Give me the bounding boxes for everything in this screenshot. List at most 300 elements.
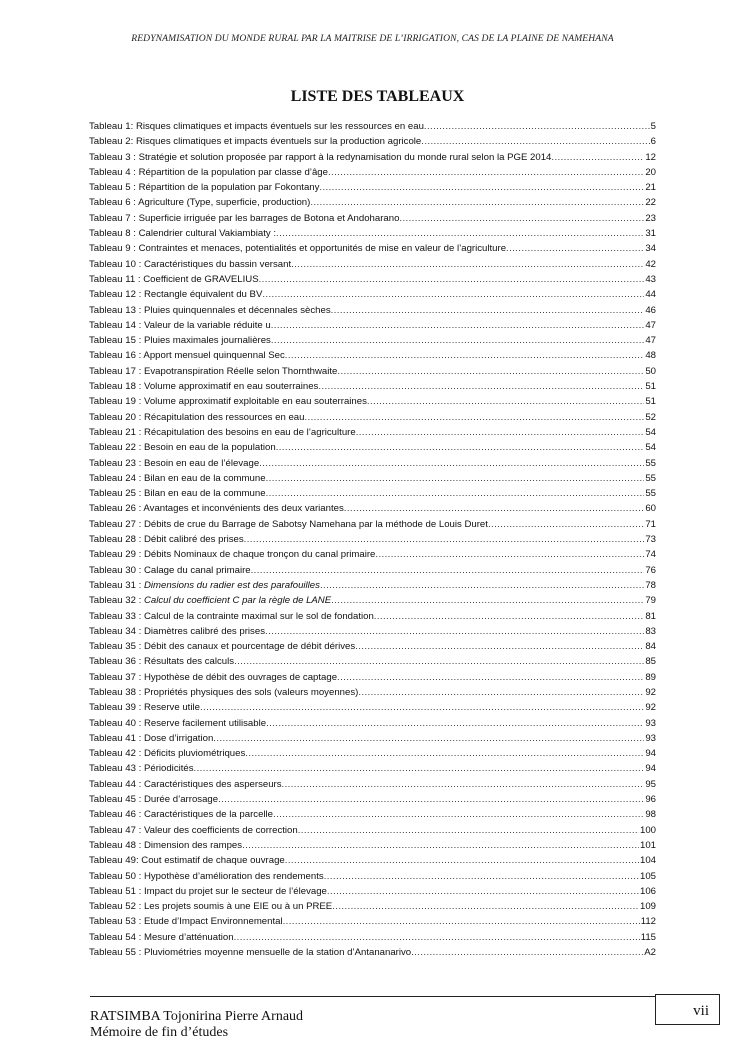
toc-entry-text: Besoin en eau de la population	[143, 442, 276, 454]
toc-entry-label: Tableau 20 :	[89, 411, 142, 423]
toc-entry-text: Etude d’Impact Environnemental	[143, 916, 283, 928]
dot-leader	[318, 379, 644, 394]
toc-entry-text: Risques climatiques et impacts éventuels sur les ressources en eau	[135, 121, 424, 132]
dot-leader	[488, 517, 644, 532]
dot-leader	[273, 807, 644, 822]
toc-entry-page: 60	[645, 503, 656, 515]
toc-entry[interactable]	[89, 195, 656, 210]
running-header: REDYNAMISATION DU MONDE RURAL PAR LA MAITRISE DE L’IRRIGATION, CAS DE LA PLAINE DE NAMEHANA	[131, 33, 614, 44]
toc-entry-page: 5	[650, 121, 656, 132]
toc-entry-page: 100	[639, 824, 656, 836]
toc-entry-title	[89, 134, 421, 149]
toc-entry-title	[89, 609, 374, 624]
dot-leader	[337, 670, 644, 685]
toc-entry-label: Tableau 26 :	[89, 503, 142, 515]
toc-entry-text: Dimensions du radier est des parafouilles	[143, 579, 320, 591]
toc-entry[interactable]	[89, 333, 656, 348]
toc-entry-title	[89, 563, 251, 578]
toc-entry-label: Tableau 19 :	[89, 396, 142, 408]
toc-entry-text: Calcul du coefficient C par la règle de LANE	[143, 595, 332, 607]
toc-entry[interactable]	[89, 303, 656, 318]
toc-entry-label: Tableau 15 :	[89, 335, 142, 347]
toc-entry-title	[89, 792, 218, 807]
toc-entry-title	[89, 853, 285, 868]
toc-entry-title	[89, 578, 320, 593]
toc-entry-page: 92	[645, 702, 656, 714]
dot-leader	[244, 532, 645, 547]
toc-entry[interactable]	[89, 318, 656, 333]
toc-entry-title	[89, 670, 337, 685]
toc-entry-label: Tableau 9 :	[89, 243, 136, 255]
toc-entry[interactable]	[89, 807, 656, 822]
toc-entry[interactable]	[89, 914, 656, 929]
toc-entry-text: Calendrier cultural Vakiambiaty :	[138, 228, 276, 240]
toc-entry-title	[89, 624, 265, 639]
toc-entry-page: 51	[645, 381, 656, 393]
toc-entry-label: Tableau 33 :	[89, 610, 142, 622]
dot-leader	[320, 578, 644, 593]
toc-entry-text: Valeur de la variable réduite u	[143, 319, 271, 331]
dot-leader	[234, 654, 644, 669]
toc-entry-page: 47	[645, 319, 656, 331]
toc-entry-label: Tableau 3 :	[89, 151, 136, 163]
toc-entry-title	[89, 257, 291, 272]
toc-entry-text: Besoin en eau de l’élevage	[143, 457, 260, 469]
toc-entry-label: Tableau 47 :	[89, 824, 142, 836]
toc-entry-page: 12	[645, 151, 656, 163]
toc-entry[interactable]	[89, 624, 656, 639]
toc-entry-label: Tableau 54 :	[89, 931, 142, 943]
toc-entry-label: Tableau 29 :	[89, 549, 142, 561]
toc-entry[interactable]	[89, 471, 656, 486]
toc-entry[interactable]	[89, 410, 656, 425]
toc-entry-page: 106	[639, 885, 656, 897]
toc-entry-page: 78	[645, 579, 656, 591]
toc-entry-text: Volume approximatif en eau souterraines	[143, 381, 319, 393]
toc-entry-page: 104	[639, 855, 656, 867]
toc-entry-label: Tableau 10 :	[89, 258, 142, 270]
dot-leader	[399, 211, 644, 226]
dot-leader	[266, 716, 644, 731]
toc-entry-text: Diamètres calibré des prises	[143, 625, 265, 637]
toc-entry-title	[89, 272, 259, 287]
toc-entry-title	[89, 930, 234, 945]
toc-entry-title	[89, 226, 276, 241]
dot-leader	[358, 685, 644, 700]
toc-entry-label: Tableau 2:	[89, 136, 134, 148]
toc-entry[interactable]	[89, 486, 656, 501]
toc-entry[interactable]	[89, 593, 656, 608]
toc-entry-text: Calcul de la contrainte maximal sur le sol de fondation	[143, 610, 374, 622]
dot-leader	[251, 563, 645, 578]
toc-entry-title	[89, 746, 245, 761]
dot-leader	[262, 287, 644, 302]
toc-entry[interactable]	[89, 716, 656, 731]
toc-entry[interactable]	[89, 425, 656, 440]
toc-entry[interactable]	[89, 853, 656, 868]
dot-leader	[245, 746, 644, 761]
toc-entry-label: Tableau 28 :	[89, 534, 142, 546]
page-number: vii	[693, 1003, 709, 1019]
toc-entry-title	[89, 333, 271, 348]
toc-entry[interactable]	[89, 609, 656, 624]
dot-leader	[218, 792, 644, 807]
toc-entry-title	[89, 532, 244, 547]
toc-entry-text: Récapitulation des ressources en eau	[143, 411, 305, 423]
toc-entry-label: Tableau 24 :	[89, 472, 142, 484]
toc-entry-title	[89, 456, 259, 471]
toc-entry-label: Tableau 31 :	[89, 579, 142, 591]
toc-entry-page: 55	[645, 472, 656, 484]
toc-entry-page: 112	[640, 916, 656, 928]
toc-entry-page: 51	[645, 396, 656, 408]
toc-entry-title	[89, 777, 282, 792]
toc-entry-label: Tableau 23 :	[89, 457, 142, 469]
dot-leader	[266, 471, 645, 486]
toc-entry-label: Tableau 11 :	[89, 273, 141, 285]
toc-entry[interactable]	[89, 440, 656, 455]
toc-entry[interactable]	[89, 731, 656, 746]
toc-entry-label: Tableau 39 :	[89, 702, 142, 714]
toc-entry-label: Tableau 48 :	[89, 839, 142, 851]
toc-entry-label: Tableau 18 :	[89, 381, 142, 393]
toc-entry-label: Tableau 50 :	[89, 870, 142, 882]
toc-entry-page: 74	[645, 549, 656, 561]
toc-entry[interactable]	[89, 379, 656, 394]
toc-entry-text: Débits Nominaux de chaque tronçon du canal primaire	[143, 549, 376, 561]
toc-entry[interactable]	[89, 150, 656, 165]
dot-leader	[356, 425, 645, 440]
toc-entry-label: Tableau 46 :	[89, 809, 142, 821]
toc-entry-label: Tableau 4 :	[89, 166, 136, 178]
toc-entry[interactable]	[89, 211, 656, 226]
toc-entry-page: 71	[645, 518, 656, 530]
toc-entry-text: Bilan en eau de la commune	[143, 472, 266, 484]
toc-entry[interactable]	[89, 639, 656, 654]
toc-entry-page: 98	[645, 809, 656, 821]
toc-entry[interactable]	[89, 746, 656, 761]
dot-leader	[375, 547, 644, 562]
toc-entry-text: Agriculture (Type, superficie, production)	[138, 197, 311, 209]
toc-entry[interactable]	[89, 501, 656, 516]
toc-entry[interactable]	[89, 670, 656, 685]
dot-leader	[421, 134, 649, 149]
toc-entry-title	[89, 639, 355, 654]
toc-entry-title	[89, 150, 551, 165]
toc-entry-text: Caractéristiques des asperseurs	[143, 778, 282, 790]
toc-entry-text: Répartition de la population par classe d’âge	[138, 166, 328, 178]
toc-entry[interactable]	[89, 287, 656, 302]
toc-entry-title	[89, 823, 298, 838]
toc-entry-text: Calage du canal primaire	[143, 564, 251, 576]
toc-entry-label: Tableau 36 :	[89, 656, 142, 668]
toc-entry[interactable]	[89, 884, 656, 899]
toc-entry-title	[89, 410, 304, 425]
toc-entry[interactable]	[89, 226, 656, 241]
toc-entry-label: Tableau 40 :	[89, 717, 142, 729]
toc-entry-text: Volume approximatif exploitable en eau souterraines	[143, 396, 367, 408]
toc-entry-page: 21	[645, 182, 656, 194]
toc-entry-page: 20	[645, 166, 656, 178]
toc-entry-title	[89, 180, 319, 195]
toc-entry-text: Coefficient de GRAVELIUS	[143, 273, 259, 285]
toc-entry-page: 22	[645, 197, 656, 209]
toc-entry-title	[89, 287, 262, 302]
toc-entry-title	[89, 685, 358, 700]
table-list	[89, 119, 656, 960]
toc-entry-title	[89, 700, 200, 715]
toc-entry-text: Hypothèse de débit des ouvrages de captage	[143, 671, 338, 683]
toc-entry-label: Tableau 49:	[89, 855, 139, 867]
toc-entry-text: Reserve utile	[143, 702, 200, 714]
toc-entry-text: Dimension des rampes	[143, 839, 243, 851]
dot-leader	[331, 593, 644, 608]
toc-entry-page: 43	[645, 273, 656, 285]
toc-entry-title	[89, 303, 331, 318]
toc-entry-text: Contraintes et menaces, potentialités et opportunités de mise en valeur de l’agriculture	[138, 243, 507, 255]
toc-entry[interactable]	[89, 930, 656, 945]
toc-entry-label: Tableau 25 :	[89, 488, 142, 500]
toc-entry-title	[89, 501, 344, 516]
toc-entry-text: Caractéristiques du bassin versant	[143, 258, 292, 270]
toc-entry-text: Valeur des coefficients de correction	[143, 824, 298, 836]
toc-entry-title	[89, 440, 276, 455]
toc-entry-label: Tableau 45 :	[89, 794, 142, 806]
toc-entry-label: Tableau 32 :	[89, 595, 142, 607]
dot-leader	[282, 777, 645, 792]
toc-entry-title	[89, 394, 367, 409]
toc-entry-label: Tableau 34 :	[89, 625, 142, 637]
toc-entry[interactable]	[89, 456, 656, 471]
toc-entry-text: Périodicités	[143, 763, 194, 775]
toc-entry-label: Tableau 21 :	[89, 426, 142, 438]
toc-entry-title	[89, 807, 273, 822]
dot-leader	[242, 838, 639, 853]
toc-entry-text: Caractéristiques de la parcelle	[143, 809, 274, 821]
toc-entry[interactable]	[89, 517, 656, 532]
toc-entry-label: Tableau 53 :	[89, 916, 142, 928]
toc-entry-label: Tableau 43 :	[89, 763, 142, 775]
toc-entry-label: Tableau 12 :	[89, 289, 142, 301]
toc-entry[interactable]	[89, 823, 656, 838]
toc-entry-text: Bilan en eau de la commune	[143, 488, 266, 500]
toc-entry-label: Tableau 51 :	[89, 885, 142, 897]
toc-entry[interactable]	[89, 532, 656, 547]
toc-entry-label: Tableau 52 :	[89, 901, 142, 913]
toc-entry[interactable]	[89, 945, 656, 960]
toc-entry-title	[89, 884, 327, 899]
dot-leader	[259, 456, 644, 471]
toc-entry[interactable]	[89, 685, 656, 700]
toc-entry-label: Tableau 8 :	[89, 228, 136, 240]
toc-entry-page: 84	[645, 641, 656, 653]
toc-entry-label: Tableau 30 :	[89, 564, 142, 576]
toc-entry-text: Pluviométries moyenne mensuelle de la station d’Antananarivo	[143, 947, 412, 959]
toc-entry-text: Pluies maximales journalières	[143, 335, 271, 347]
toc-entry-title	[89, 486, 266, 501]
dot-leader	[271, 318, 645, 333]
toc-entry-page: 83	[645, 625, 656, 637]
toc-entry-text: Durée d’arrosage	[143, 794, 219, 806]
toc-entry-text: Dose d’irrigation	[143, 732, 214, 744]
toc-entry-title	[89, 838, 242, 853]
dot-leader	[374, 609, 645, 624]
dot-leader	[194, 761, 645, 776]
toc-entry-title	[89, 241, 506, 256]
toc-entry[interactable]	[89, 257, 656, 272]
dot-leader	[337, 364, 644, 379]
toc-entry-label: Tableau 6 :	[89, 197, 136, 209]
dot-leader	[234, 930, 640, 945]
toc-entry[interactable]	[89, 547, 656, 562]
toc-entry-label: Tableau 44 :	[89, 778, 142, 790]
toc-entry-page: 48	[645, 350, 656, 362]
toc-entry-page: 23	[645, 212, 656, 224]
dot-leader	[285, 853, 639, 868]
toc-entry-page: 6	[650, 136, 656, 148]
toc-entry-text: Débits de crue du Barrage de Sabotsy Namehana par la méthode de Louis Duret	[143, 518, 488, 530]
toc-entry-label: Tableau 55 :	[89, 947, 142, 959]
toc-entry-label: Tableau 7 :	[89, 212, 136, 224]
dot-leader	[332, 899, 639, 914]
toc-entry-text: Avantages et inconvénients des deux variantes	[143, 503, 344, 515]
toc-entry-page: 54	[645, 442, 656, 454]
toc-entry-text: Superficie irriguée par les barrages de Botona et Andoharano	[138, 212, 400, 224]
toc-entry-title	[89, 379, 318, 394]
toc-entry[interactable]	[89, 272, 656, 287]
toc-entry[interactable]	[89, 899, 656, 914]
toc-entry[interactable]	[89, 777, 656, 792]
toc-entry[interactable]	[89, 563, 656, 578]
toc-entry[interactable]	[89, 394, 656, 409]
toc-entry[interactable]	[89, 761, 656, 776]
toc-entry-title	[89, 119, 424, 134]
toc-entry[interactable]	[89, 578, 656, 593]
toc-entry-title	[89, 318, 271, 333]
toc-entry-title	[89, 348, 285, 363]
toc-entry-page: 79	[645, 595, 656, 607]
dot-leader	[276, 226, 644, 241]
toc-entry[interactable]	[89, 364, 656, 379]
toc-entry-text: Risques climatiques et impacts éventuels sur la production agricole	[135, 136, 422, 148]
toc-entry-page: 93	[645, 717, 656, 729]
toc-entry-page: 94	[645, 748, 656, 760]
toc-entry-title	[89, 547, 375, 562]
dot-leader	[276, 440, 645, 455]
dot-leader	[551, 150, 644, 165]
toc-entry-label: Tableau 41 :	[89, 732, 142, 744]
toc-entry-text: Répartition de la population par Fokontany	[138, 182, 320, 194]
toc-entry-label: Tableau 38 :	[89, 686, 142, 698]
toc-entry-text: Hypothèse d’amélioration des rendements	[143, 870, 324, 882]
footer-divider	[90, 996, 656, 997]
toc-entry[interactable]	[89, 165, 656, 180]
toc-entry-label: Tableau 42 :	[89, 748, 142, 760]
toc-entry-page: 101	[639, 839, 656, 851]
footer-author: RATSIMBA Tojonirina Pierre Arnaud	[90, 1009, 304, 1024]
toc-entry[interactable]	[89, 241, 656, 256]
dot-leader	[200, 700, 644, 715]
toc-entry-page: 89	[645, 671, 656, 683]
toc-entry-text: Mesure d’atténuation	[143, 931, 234, 943]
toc-entry-page: 55	[645, 457, 656, 469]
dot-leader	[319, 180, 644, 195]
toc-entry[interactable]	[89, 134, 656, 149]
toc-entry[interactable]	[89, 700, 656, 715]
toc-entry-page: 31	[645, 228, 656, 240]
toc-entry-text: Pluies quinquennales et décennales sèches	[143, 304, 331, 316]
toc-entry-page: 85	[645, 656, 656, 668]
dot-leader	[259, 272, 645, 287]
toc-entry-page: A2	[644, 947, 656, 959]
dot-leader	[506, 241, 644, 256]
toc-entry-page: 109	[639, 901, 656, 913]
toc-entry-text: Propriétés physiques des sols (valeurs moyennes)	[143, 686, 359, 698]
toc-entry-label: Tableau 14 :	[89, 319, 142, 331]
toc-entry-page: 54	[645, 426, 656, 438]
dot-leader	[304, 410, 644, 425]
toc-entry-title	[89, 716, 266, 731]
toc-entry-page: 47	[645, 335, 656, 347]
toc-entry-label: Tableau 27 :	[89, 518, 142, 530]
toc-entry-text: Récapitulation des besoins en eau de l’agriculture	[143, 426, 356, 438]
toc-entry-title	[89, 211, 399, 226]
toc-entry[interactable]	[89, 869, 656, 884]
page-title: LISTE DES TABLEAUX	[290, 88, 465, 105]
toc-entry-page: 93	[645, 732, 656, 744]
dot-leader	[271, 333, 644, 348]
toc-entry-label: Tableau 5 :	[89, 182, 136, 194]
toc-entry-page: 115	[640, 931, 656, 943]
toc-entry-page: 46	[645, 304, 656, 316]
toc-entry[interactable]	[89, 838, 656, 853]
toc-entry-label: Tableau 37 :	[89, 671, 142, 683]
toc-entry-page: 52	[645, 411, 656, 423]
toc-entry-page: 50	[645, 365, 656, 377]
toc-entry-text: Evapotranspiration Réelle selon Thornthwaite	[143, 365, 338, 377]
toc-entry-page: 81	[645, 610, 656, 622]
toc-entry-title	[89, 654, 234, 669]
toc-entry-page: 73	[645, 534, 656, 546]
toc-entry-title	[89, 165, 328, 180]
toc-entry-label: Tableau 13 :	[89, 304, 142, 316]
toc-entry-page: 94	[645, 763, 656, 775]
dot-leader	[310, 195, 644, 210]
toc-entry-text: Déficits pluviométriques	[143, 748, 246, 760]
toc-entry-page: 44	[645, 289, 656, 301]
toc-entry[interactable]	[89, 792, 656, 807]
toc-entry-text: Reserve facilement utilisable	[143, 717, 267, 729]
toc-entry-title	[89, 425, 356, 440]
toc-entry-page: 34	[645, 243, 656, 255]
toc-entry[interactable]	[89, 180, 656, 195]
dot-leader	[213, 731, 644, 746]
toc-entry[interactable]	[89, 654, 656, 669]
toc-entry-title	[89, 593, 331, 608]
page-number-box	[655, 994, 720, 1025]
toc-entry[interactable]	[89, 119, 656, 134]
toc-entry[interactable]	[89, 348, 656, 363]
dot-leader	[266, 486, 645, 501]
toc-entry-text: Apport mensuel quinquennal Sec	[143, 350, 285, 362]
dot-leader	[331, 303, 645, 318]
dot-leader	[344, 501, 645, 516]
dot-leader	[411, 945, 643, 960]
toc-entry-title	[89, 761, 194, 776]
toc-entry-text: Impact du projet sur le secteur de l’élevage	[143, 885, 327, 897]
toc-entry-page: 76	[645, 564, 656, 576]
toc-entry-page: 105	[639, 870, 656, 882]
